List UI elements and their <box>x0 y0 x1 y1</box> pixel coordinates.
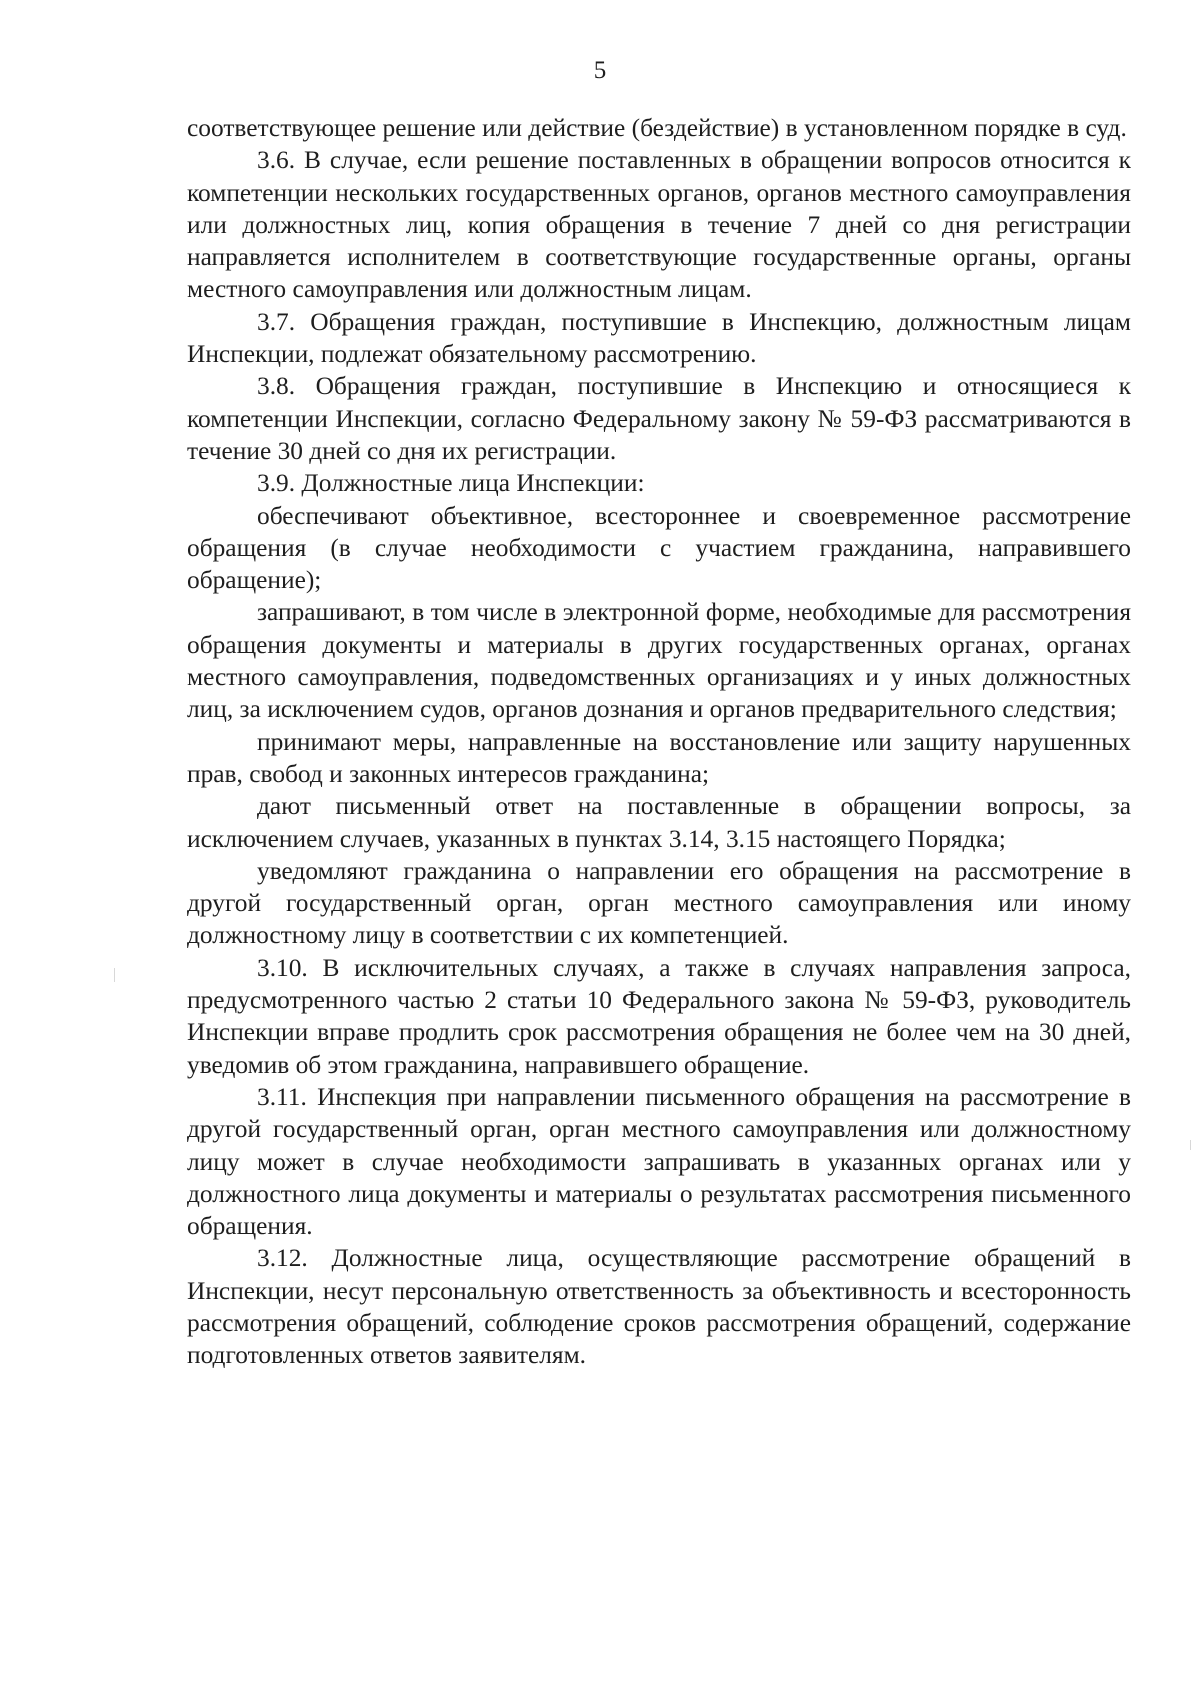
paragraph-3-9-item-notify: уведомляют гражданина о направлении его обращения на рассмотрение в другой государственный орган, орган местного самоуправления или иному должностному лицу в соответствии с их компетенцией. <box>187 856 1131 950</box>
paragraph-3-9-item-ensure: обеспечивают объективное, всестороннее и своевременное рассмотрение обращения (в случае необходимости с участием гражданина, направившего обращение); <box>187 501 1131 595</box>
paragraph-3-6: 3.6. В случае, если решение поставленных в обращении вопросов относится к компетенции нескольких государственных органов, органов местного самоуправления или должностных лиц, копия обращения в течение 7 дней со дня регистрации направляется исполнителем в соответствующие государственные органы, органы местного самоуправления или должностным лицам. <box>187 146 1131 304</box>
paragraph-3-9-item-request: запрашивают, в том числе в электронной форме, необходимые для рассмотрения обращения документы и материалы в других государственных органах, органах местного самоуправления, подведомственных организациях и у иных должностных лиц, за исключением судов, органов дознания и органов предварительного следствия; <box>187 598 1131 724</box>
paragraph-3-10: 3.10. В исключительных случаях, а также в случаях направления запроса, предусмотренного частью 2 статьи 10 Федерального закона № 59-ФЗ, руководитель Инспекции вправе продлить срок рассмотрения обращения не более чем на 30 дней, уведомив об этом гражданина, направившего обращение. <box>187 953 1131 1079</box>
paragraph-3-9-item-measures: принимают меры, направленные на восстановление или защиту нарушенных прав, свобод и законных интересов гражданина; <box>187 727 1131 788</box>
paragraph-3-9: 3.9. Должностные лица Инспекции: <box>257 469 645 498</box>
paragraph-court-appeal: соответствующее решение или действие (бездействие) в установленном порядке в суд. <box>187 114 1127 142</box>
paragraph-3-12: 3.12. Должностные лица, осуществляющие рассмотрение обращений в Инспекции, несут персональную ответственность за объективность и всесторонность рассмотрения обращений, соблюдение сроков рассмотрения обращений, содержание подготовленных ответов заявителям. <box>187 1244 1131 1370</box>
page-number: 5 <box>593 57 607 84</box>
paragraph-3-11: 3.11. Инспекция при направлении письменного обращения на рассмотрение в другой государственный орган, орган местного самоуправления или должностному лицу может в случае необходимости запрашивать в указанных органах или у должностного лица документы и материалы о результатах рассмотрения письменного обращения. <box>187 1082 1131 1241</box>
document-body <box>187 112 1131 1372</box>
scan-mark-right <box>1190 1140 1191 1150</box>
scan-mark-left <box>114 968 115 982</box>
paragraph-3-9-item-answer: дают письменный ответ на поставленные в обращении вопросы, за исключением случаев, указанных в пунктах 3.14, 3.15 настоящего Порядка; <box>187 792 1131 853</box>
paragraph-3-7: 3.7. Обращения граждан, поступившие в Инспекцию, должностным лицам Инспекции, подлежат обязательному рассмотрению. <box>187 307 1131 369</box>
paragraph-3-8: 3.8. Обращения граждан, поступившие в Инспекцию и относящиеся к компетенции Инспекции, согласно Федеральному закону № 59-ФЗ рассматриваются в течение 30 дней со дня их регистрации. <box>187 372 1131 465</box>
